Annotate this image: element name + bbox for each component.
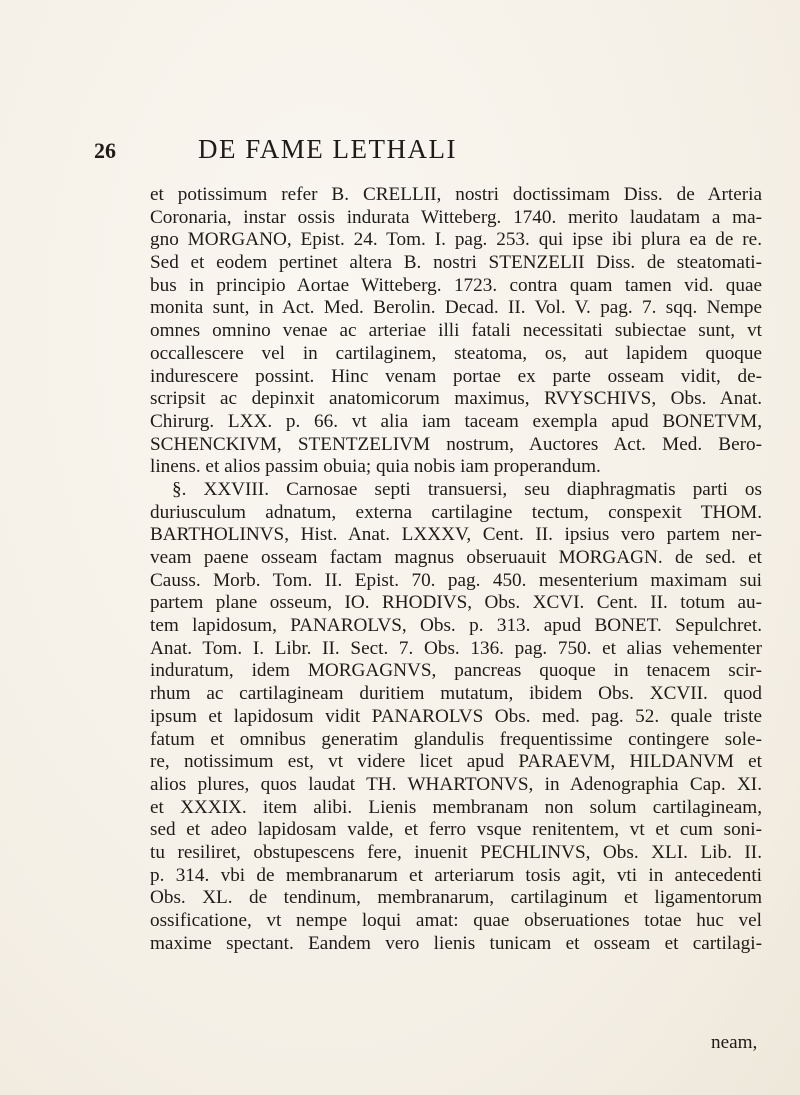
text-line: veam paene osseam factam magnus obseruauit MORGAGN. de sed. et: [150, 547, 762, 568]
text-line: Coronaria, instar ossis indurata Witteberg. 1740. merito laudatam a ma-: [150, 206, 762, 228]
text-line: sed et adeo lapidosam valde, et ferro vsque renitentem, vt et cum soni-: [150, 819, 762, 841]
text-line: ipsum et lapidosum vidit PANAROLVS Obs. med. pag. 52. quale triste: [150, 705, 762, 727]
text-line: Chirurg. LXX. p. 66. vt alia iam taceam exempla apud BONETVM,: [150, 410, 762, 432]
text-line: fatum et omnibus generatim glandulis frequentissime contingere sole-: [150, 728, 762, 750]
text-line: indurescere possint. Hinc venam portae ex parte osseam vidit, de-: [150, 365, 762, 387]
text-line: et potissimum refer B. CRELLII, nostri doctissimam Diss. de Arteria: [150, 184, 762, 205]
text-line: omnes omnino venae ac arteriae illi fatali necessitati subiectae sunt, vt: [150, 320, 762, 342]
text-line: et XXXIX. item alibi. Lienis membranam non solum cartilagineam,: [150, 796, 762, 818]
page-number: 26: [94, 138, 116, 163]
text-line: Anat. Tom. I. Libr. II. Sect. 7. Obs. 136. pag. 750. et alias vehementer: [150, 637, 762, 659]
text-line: alios plures, quos laudat TH. WHARTONVS, in Adenographia Cap. XI.: [150, 773, 762, 795]
page-header: [94, 134, 734, 178]
text-line: monita sunt, in Act. Med. Berolin. Decad. II. Vol. V. pag. 7. sqq. Nempe: [150, 297, 762, 319]
text-line: bus in principio Aortae Witteberg. 1723. contra quam tamen vid. quae: [150, 274, 762, 296]
text-line: Sed et eodem pertinet altera B. nostri STENZELII Diss. de steatomati-: [150, 252, 762, 274]
catchword: neam,: [711, 1032, 758, 1053]
text-line: occallescere vel in cartilaginem, steatoma, os, aut lapidem quoque: [150, 342, 762, 364]
text-line: BARTHOLINVS, Hist. Anat. LXXXV, Cent. II. ipsius vero partem ner-: [150, 524, 762, 546]
text-line: p. 314. vbi de membranarum et arteriarum tosis agit, vti in antecedenti: [150, 864, 762, 886]
text-line: rhum ac cartilagineam duritiem mutatum, ibidem Obs. XCVII. quod: [150, 683, 762, 705]
text-line: linens. et alios passim obuia; quia nobis iam properandum.: [150, 456, 601, 478]
text-line: tem lapidosum, PANAROLVS, Obs. p. 313. apud BONET. Sepulchret.: [150, 615, 762, 637]
text-line: maxime spectant. Eandem vero lienis tunicam et osseam et cartilagi-: [150, 932, 762, 954]
text-line: duriusculum adnatum, externa cartilagine tectum, conspexit THOM.: [150, 501, 762, 523]
text-line: Obs. XL. de tendinum, membranarum, cartilaginum et ligamentorum: [150, 887, 762, 909]
text-line: scripsit ac depinxit anatomicorum maximus, RVYSCHIVS, Obs. Anat.: [150, 388, 762, 410]
text-line: gno MORGANO, Epist. 24. Tom. I. pag. 253. qui ipse ibi plura ea de re.: [150, 229, 762, 251]
text-line: tu resiliret, obstupescens fere, inuenit PECHLINVS, Obs. XLI. Lib. II.: [150, 841, 762, 863]
text-line: re, notissimum est, vt videre licet apud PARAEVM, HILDANVM et: [150, 751, 762, 773]
text-line: Causs. Morb. Tom. II. Epist. 70. pag. 450. mesenterium maximam sui: [150, 569, 762, 591]
text-line: SCHENCKIVM, STENTZELIVM nostrum, Auctores Act. Med. Bero-: [150, 433, 762, 455]
section-heading-line: §. XXVIII. Carnosae septi transuersi, seu diaphragmatis parti os: [172, 478, 762, 500]
text-line: ossificatione, vt nempe loqui amat: quae obseruationes totae huc vel: [150, 910, 762, 931]
body-text: [150, 184, 762, 955]
text-line: induratum, idem MORGAGNVS, pancreas quoque in tenacem scir-: [150, 660, 762, 682]
text-line: partem plane osseum, IO. RHODIVS, Obs. XCVI. Cent. II. totum au-: [150, 592, 762, 614]
running-head: DE FAME LETHALI: [198, 134, 457, 164]
